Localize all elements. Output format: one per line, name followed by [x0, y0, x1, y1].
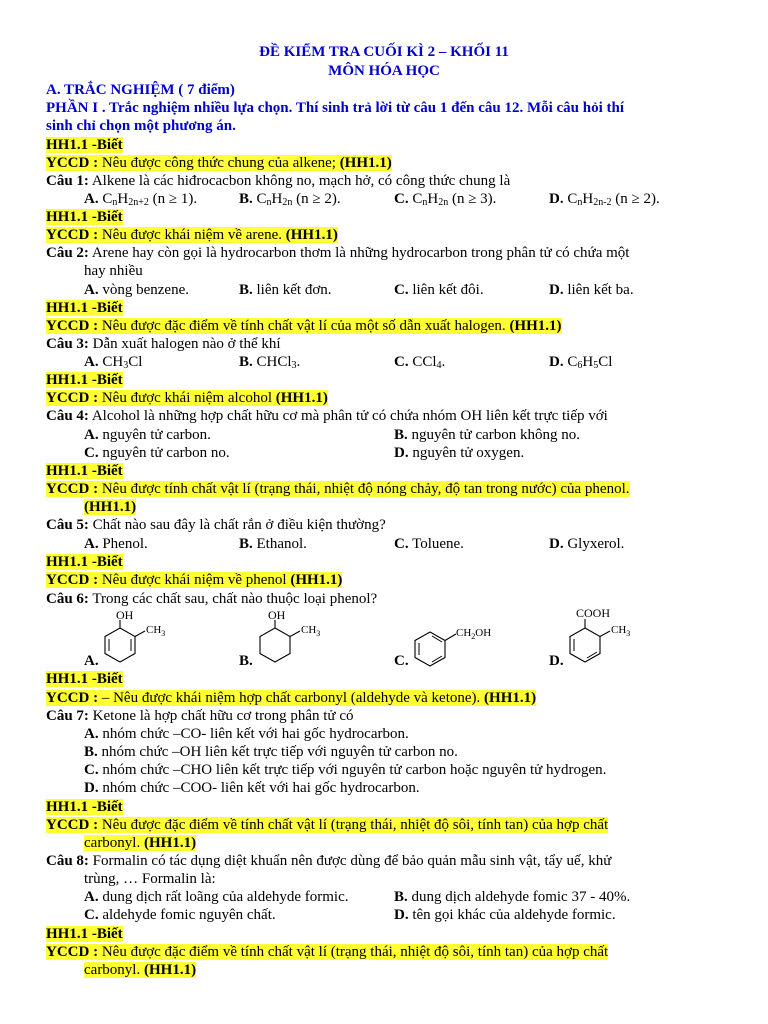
ch2oh-label: $CH_2OH$ — [456, 627, 492, 641]
subject-title: MÔN HÓA HỌC — [328, 63, 440, 79]
q4-option-c[interactable]: C. nguyên tử carbon no. — [84, 445, 230, 461]
q7-option-a[interactable]: A. nhóm chức –CO- liên kết với hai gốc hydrocarbon. — [84, 726, 409, 742]
q3-option-a[interactable]: A. $CH_3Cl$ — [84, 354, 143, 371]
level-tag: HH1.1 -Biết — [46, 554, 123, 570]
q8-option-a[interactable]: A. dung dịch rất loãng của aldehyde formic. — [84, 889, 349, 905]
level-tag: HH1.1 -Biết — [46, 372, 123, 388]
ch3-label: $CH_3$ — [611, 624, 631, 638]
exam-title: ĐỀ KIỂM TRA CUỐI KÌ 2 – KHỐI 11 — [259, 44, 509, 60]
q7-option-d[interactable]: D. nhóm chức –COO- liên kết với hai gốc hydrocarbon. — [84, 780, 420, 796]
q5-option-c[interactable]: C. Toluene. — [394, 536, 464, 552]
level-tag: HH1.1 -Biết — [46, 463, 123, 479]
q6-option-d-label[interactable]: D. — [549, 653, 564, 669]
o-cresol-structure[interactable] — [100, 608, 180, 670]
q6-option-b-label[interactable]: B. — [239, 653, 253, 669]
q4-option-b[interactable]: B. nguyên tử carbon không no. — [394, 427, 581, 443]
yccd-line-cont: carbonyl. (HH1.1) — [84, 962, 197, 978]
question-2-cont: hay nhiều — [84, 263, 143, 279]
yccd-line: YCCD : Nêu được công thức chung của alkene; (HH1.1) — [46, 155, 392, 171]
yccd-line: YCCD : Nêu được khái niệm về arene. (HH1.1) — [46, 227, 338, 243]
q4-option-a[interactable]: A. nguyên tử carbon. — [84, 427, 211, 443]
yccd-code: (HH1.1) — [84, 499, 137, 515]
toluic-acid-structure[interactable] — [565, 605, 655, 670]
ch3-label: $CH_3$ — [301, 624, 321, 638]
level-tag: HH1.1 -Biết — [46, 799, 123, 815]
question-5: Câu 5: Chất nào sau đây là chất rắn ở điều kiện thường? — [46, 517, 386, 533]
q8-option-d[interactable]: D. tên gọi khác của aldehyde formic. — [394, 907, 616, 923]
q4-option-d[interactable]: D. nguyên tử oxygen. — [394, 445, 525, 461]
question-6: Câu 6: Trong các chất sau, chất nào thuộc loại phenol? — [46, 591, 378, 607]
yccd-line: YCCD : Nêu được khái niệm về phenol (HH1.1) — [46, 572, 343, 588]
benzyl-alcohol-structure[interactable] — [410, 608, 510, 670]
question-1: Câu 1: Alkene là các hiđrocacbon không no, mạch hở, có công thức chung là — [46, 173, 511, 189]
question-4: Câu 4: Alcohol là những hợp chất hữu cơ mà phân tử có chứa nhóm OH liên kết trực tiếp với — [46, 408, 608, 424]
part1-instruction-2: sinh chỉ chọn một phương án. — [46, 118, 236, 134]
oh-label: OH — [268, 608, 286, 622]
q2-option-a[interactable]: A. vòng benzene. — [84, 282, 189, 298]
yccd-line: YCCD : Nêu được tính chất vật lí (trạng thái, nhiệt độ nóng chảy, độ tan trong nước) của phenol. — [46, 481, 630, 497]
q8-option-b[interactable]: B. dung dịch aldehyde fomic 37 - 40%. — [394, 889, 631, 905]
q1-option-c[interactable]: C. $C_nH_{2n}$ (n ≥ 3). — [394, 191, 497, 208]
q1-option-d[interactable]: D. $C_nH_{2n-2}$ (n ≥ 2). — [549, 191, 660, 208]
q3-option-c[interactable]: C. CCl$_4$. — [394, 354, 446, 371]
yccd-line: YCCD : Nêu được đặc điểm về tính chất vật lí (trạng thái, nhiệt độ sôi, tính tan) của hợp chất — [46, 944, 609, 960]
yccd-line: YCCD : – Nêu được khái niệm hợp chất carbonyl (aldehyde và ketone). (HH1.1) — [46, 690, 537, 706]
question-7: Câu 7: Ketone là hợp chất hữu cơ trong phân tử có — [46, 708, 354, 724]
yccd-line-cont: carbonyl. (HH1.1) — [84, 835, 197, 851]
part1-instruction-1: PHẦN I . Trắc nghiệm nhiều lựa chọn. Thí sinh trả lời từ câu 1 đến câu 12. Mỗi câu hỏi thí — [46, 100, 625, 116]
level-tag: HH1.1 -Biết — [46, 926, 123, 942]
question-8-cont: trùng, … Formalin là: — [84, 871, 216, 887]
q1-option-b[interactable]: B. $C_nH_{2n}$ (n ≥ 2). — [239, 191, 341, 208]
yccd-line: YCCD : Nêu được đặc điểm về tính chất vật lí của một số dẫn xuất halogen. (HH1.1) — [46, 318, 562, 334]
level-tag: HH1.1 -Biết — [46, 209, 123, 225]
question-2: Câu 2: Arene hay còn gọi là hydrocarbon thơm là những hydrocarbon trong phân tử có chứa một — [46, 245, 630, 261]
q5-option-a[interactable]: A. Phenol. — [84, 536, 148, 552]
methylcyclohexanol-structure[interactable] — [255, 608, 335, 670]
q3-option-b[interactable]: B. CHCl$_3$. — [239, 354, 301, 371]
q1-option-a[interactable]: A. $C_nH_{2n+2}$ (n ≥ 1). — [84, 191, 198, 208]
yccd-line: YCCD : Nêu được khái niệm alcohol (HH1.1) — [46, 390, 328, 406]
part-a-heading: A. TRẮC NGHIỆM ( 7 điểm) — [46, 82, 235, 98]
level-tag: HH1.1 -Biết — [46, 671, 123, 687]
ch3-label: $CH_3$ — [146, 624, 166, 638]
q3-option-d[interactable]: D. $C_6H_5Cl$ — [549, 354, 613, 371]
q8-option-c[interactable]: C. aldehyde fomic nguyên chất. — [84, 907, 276, 923]
oh-label: OH — [116, 608, 134, 622]
q2-option-b[interactable]: B. liên kết đơn. — [239, 282, 332, 298]
q2-option-d[interactable]: D. liên kết ba. — [549, 282, 634, 298]
cooh-label: COOH — [576, 606, 611, 620]
q5-option-b[interactable]: B. Ethanol. — [239, 536, 307, 552]
question-8: Câu 8: Formalin có tác dụng diệt khuẩn nên được dùng để bảo quản mẫu sinh vật, tẩy uế, khử — [46, 853, 612, 869]
q6-option-a-label[interactable]: A. — [84, 653, 99, 669]
q7-option-b[interactable]: B. nhóm chức –OH liên kết trực tiếp với nguyên tử carbon no. — [84, 744, 458, 760]
q5-option-d[interactable]: D. Glyxerol. — [549, 536, 625, 552]
q6-option-c-label[interactable]: C. — [394, 653, 409, 669]
q7-option-c[interactable]: C. nhóm chức –CHO liên kết trực tiếp với nguyên tử carbon hoặc nguyên tử hydrogen. — [84, 762, 607, 778]
level-tag: HH1.1 -Biết — [46, 137, 123, 153]
level-tag: HH1.1 -Biết — [46, 300, 123, 316]
question-3: Câu 3: Dẫn xuất halogen nào ở thể khí — [46, 336, 281, 352]
q2-option-c[interactable]: C. liên kết đôi. — [394, 282, 484, 298]
yccd-line: YCCD : Nêu được đặc điểm về tính chất vật lí (trạng thái, nhiệt độ sôi, tính tan) của hợp chất — [46, 817, 609, 833]
